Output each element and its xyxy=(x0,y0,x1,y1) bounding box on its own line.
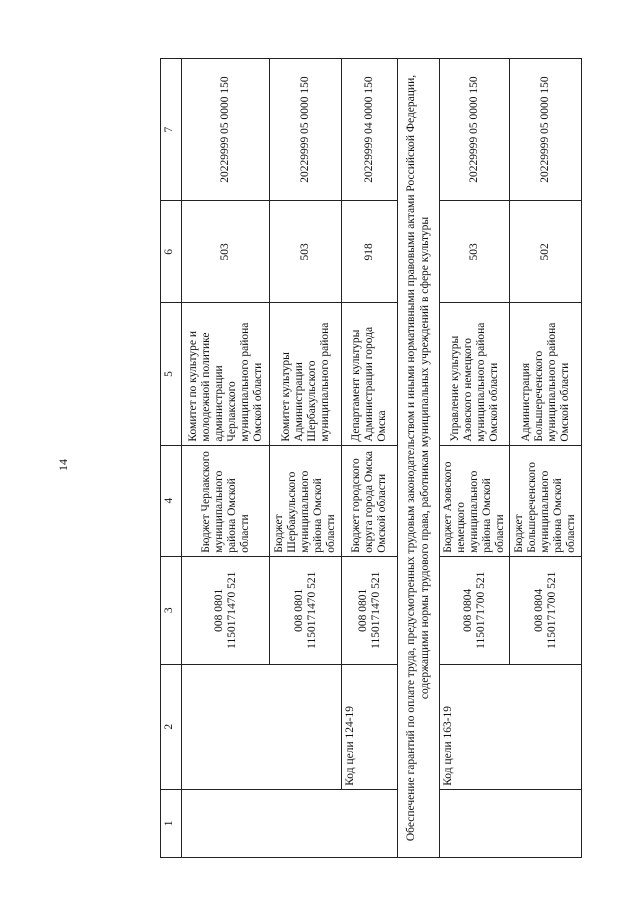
row-col-6: 503 xyxy=(182,201,270,303)
table-row xyxy=(342,59,398,858)
row-col-7: 20229999 05 0000 150 xyxy=(182,59,270,201)
budget-table xyxy=(160,58,582,858)
header-col-7: 7 xyxy=(161,59,182,201)
row-col-1 xyxy=(182,789,270,857)
row-col-7: 20229999 05 0000 150 xyxy=(270,59,342,201)
row-col-6: 918 xyxy=(342,201,398,303)
row-col-2: Код цели 163-19 xyxy=(440,664,510,789)
header-row xyxy=(161,59,182,858)
row-col-5: Управление культуры Азовского немецкого муниципального района Омской области xyxy=(440,303,510,445)
header-col-4: 4 xyxy=(161,445,182,556)
row-col-5: Комитет культуры Администрации Шербакульского муниципального района xyxy=(270,303,342,445)
row-col-1 xyxy=(510,789,582,857)
row-col-1 xyxy=(342,789,398,857)
row-col-6: 502 xyxy=(510,201,582,303)
row-col-3: 008 0801 1150171470 521 xyxy=(342,556,398,664)
section-heading-row xyxy=(398,59,440,858)
row-col-5: Комитет по культуре и молодежной политике администрации Черлакского муниципального района Омской области xyxy=(182,303,270,445)
row-col-7: 20229999 04 0000 150 xyxy=(342,59,398,201)
row-col-6: 503 xyxy=(270,201,342,303)
row-col-5: Администрация Большереченского муниципального района Омской области xyxy=(510,303,582,445)
row-col-4: Бюджет Шербакульского муниципального района Омской области xyxy=(270,445,342,556)
row-col-6: 503 xyxy=(440,201,510,303)
row-col-2: Код цели 124-19 xyxy=(342,664,398,789)
page-number: 14 xyxy=(56,459,70,471)
row-col-1 xyxy=(440,789,510,857)
table-row xyxy=(270,59,342,858)
row-col-3: 008 0801 1150171470 521 xyxy=(270,556,342,664)
header-col-3: 3 xyxy=(161,556,182,664)
row-col-7: 20229999 05 0000 150 xyxy=(510,59,582,201)
table-row xyxy=(182,59,270,858)
section-heading: Обеспечение гарантий по оплате труда, предусмотренных трудовым законодательством и иными нормативными правовыми актами Российской Федерации, содержащими нормы трудового права, работникам муниципальных учреждений в сфере культуры xyxy=(398,59,440,858)
row-col-3: 008 0804 1150171700 521 xyxy=(440,556,510,664)
row-col-3: 008 0801 1150171470 521 xyxy=(182,556,270,664)
row-col-4: Бюджет Азовского немецкого муниципального района Омской области xyxy=(440,445,510,556)
row-col-7: 20229999 05 0000 150 xyxy=(440,59,510,201)
row-col-5: Департамент культуры Администрации города Омска xyxy=(342,303,398,445)
row-col-2 xyxy=(510,664,582,789)
header-col-1: 1 xyxy=(161,789,182,857)
row-col-2 xyxy=(182,664,270,789)
rotated-table-sheet xyxy=(160,58,620,858)
header-col-2: 2 xyxy=(161,664,182,789)
header-col-5: 5 xyxy=(161,303,182,445)
row-col-4: Бюджет городского округа города Омска Омской области xyxy=(342,445,398,556)
row-col-1 xyxy=(270,789,342,857)
row-col-2 xyxy=(270,664,342,789)
table-row xyxy=(440,59,510,858)
row-col-4: Бюджет Черлакского муниципального района Омской области xyxy=(182,445,270,556)
row-col-3: 008 0804 1150171700 521 xyxy=(510,556,582,664)
table-row xyxy=(510,59,582,858)
header-col-6: 6 xyxy=(161,201,182,303)
row-col-4: Бюджет Большереченского муниципального района Омской области xyxy=(510,445,582,556)
